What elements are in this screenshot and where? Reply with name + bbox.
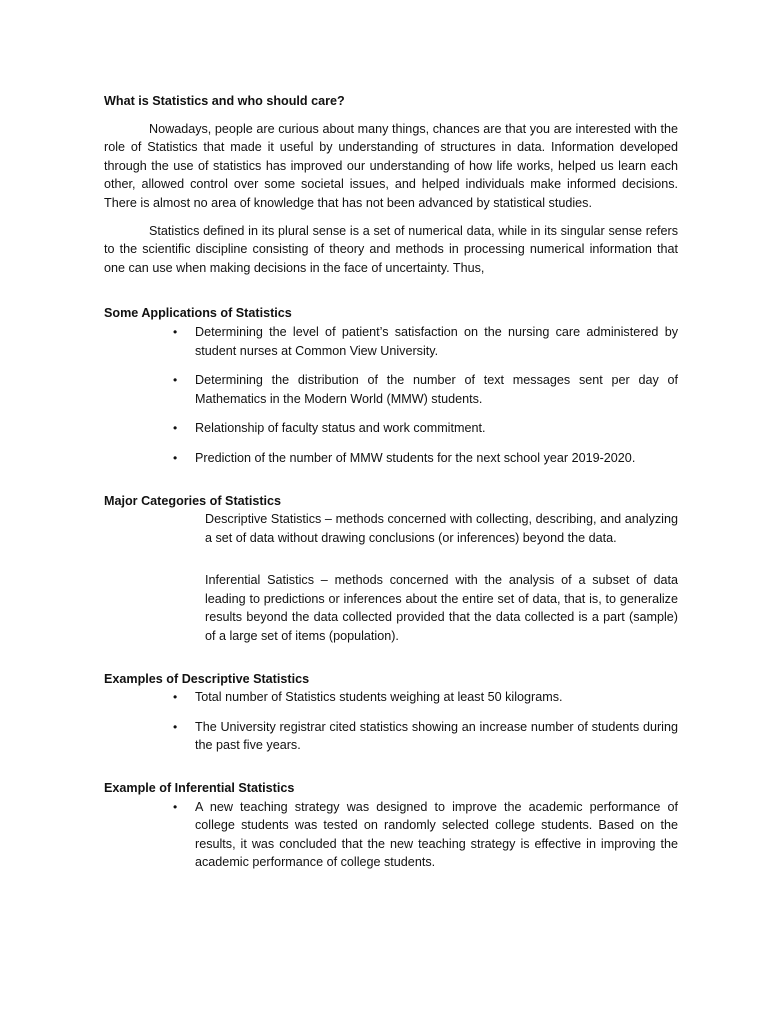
bullet-icon: • [173, 421, 178, 436]
bullet-icon: • [173, 799, 178, 814]
list-item-text: A new teaching strategy was designed to improve the academic performance of college students was tested on randomly selected college students. Based on the results, it was concluded that the new teaching strategy is effective in improving the academic performance of college students. [195, 799, 678, 870]
list-item-text: Total number of Statistics students weighing at least 50 kilograms. [195, 690, 563, 705]
list-item-text: Determining the level of patient’s satisfaction on the nursing care administered by student nurses at Common View University. [195, 324, 678, 358]
list-item-text: Determining the distribution of the number of text messages sent per day of Mathematics in the Modern World (MMW) students. [195, 373, 678, 406]
bullet-icon: • [173, 373, 178, 388]
list-item-text: Relationship of faculty status and work commitment. [195, 421, 486, 436]
spacer [104, 755, 678, 779]
list-item [173, 419, 678, 438]
bullet-icon: • [173, 324, 178, 339]
list-item [173, 449, 678, 468]
list-item [173, 798, 678, 872]
bullet-icon: • [173, 690, 178, 705]
section-heading-applications: Some Applications of Statistics [104, 306, 292, 321]
intro-paragraph: Nowadays, people are curious about many things, chances are that you are interested with the role of Statistics that made it useful by understanding of structures in data. Information developed through the use of statistics has improved our understanding of how life works, helped us learn each other, allowed control over some societal issues, and helped individuals make informed decisions. There is almost no area of knowledge that has not been advanced by statistical studies. [104, 121, 678, 210]
applications-list [104, 323, 678, 468]
spacer [104, 111, 678, 120]
list-item [173, 718, 678, 755]
spacer [104, 277, 678, 301]
spacer [104, 468, 678, 492]
inferential-statistics-definition: Inferential Satistics – methods concerned with the analysis of a subset of data leading to predictions or inferences about the entire set of data, that is, to generalize results beyond the data collected provided that the data collected is a part (sample) of a large set of items (population). [205, 573, 678, 644]
bullet-icon: • [173, 719, 178, 734]
section-heading-descriptive-examples: Examples of Descriptive Statistics [104, 671, 310, 686]
inferential-example-list [104, 798, 678, 872]
list-item [173, 323, 678, 360]
spacer [104, 547, 678, 571]
spacer [104, 213, 678, 222]
section-heading-major-categories: Major Categories of Statistics [104, 493, 282, 508]
list-item [173, 688, 678, 707]
list-item [173, 371, 678, 408]
list-item-text: Prediction of the number of MMW students for the next school year 2019-2020. [195, 450, 636, 465]
spacer [104, 646, 678, 670]
descriptive-statistics-definition: Descriptive Statistics – methods concerned with collecting, describing, and analyzing a set of data without drawing conclusions (or inferences) beyond the data. [205, 512, 678, 545]
section-heading-inferential-example: Example of Inferential Statistics [104, 781, 295, 796]
definition-paragraph: Statistics defined in its plural sense is a set of numerical data, while in its singular sense refers to the scientific discipline consisting of theory and methods in processing numerical information that one can use when making decisions in the face of uncertainty. Thus, [104, 223, 678, 275]
section-heading-what-is-statistics: What is Statistics and who should care? [104, 94, 345, 108]
descriptive-examples-list [104, 688, 678, 755]
list-item-text: The University registrar cited statistics showing an increase number of students during the past five years. [195, 719, 678, 753]
bullet-icon: • [173, 450, 178, 465]
